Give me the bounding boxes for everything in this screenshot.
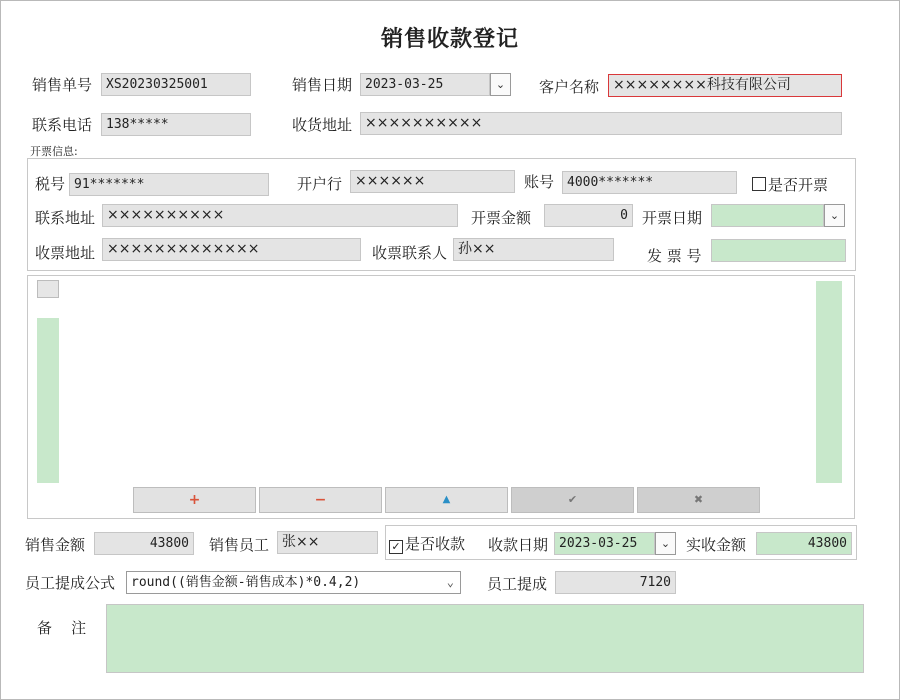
actual-amount-label: 实收金额: [686, 536, 747, 554]
phone-label: 联系电话: [32, 116, 93, 134]
sale-amount-label: 销售金额: [25, 536, 86, 554]
invoice-date-field[interactable]: [711, 204, 824, 227]
sale-date-picker-icon[interactable]: ⌄: [490, 73, 511, 96]
contact-addr-field[interactable]: ××××××××××: [102, 204, 458, 227]
recv-date-label: 收款日期: [488, 536, 549, 554]
received-checkbox[interactable]: [389, 533, 465, 554]
sales-staff-field[interactable]: 张××: [277, 531, 378, 554]
formula-select[interactable]: [126, 571, 461, 594]
invoice-date-label: 开票日期: [642, 209, 703, 227]
detail-grid[interactable]: [27, 275, 855, 519]
page-title: 销售收款登记: [380, 27, 519, 52]
move-up-button[interactable]: [385, 487, 508, 513]
account-field[interactable]: 4000*******: [562, 171, 737, 194]
remark-label: 备 注: [37, 619, 87, 637]
recv-addr-label: 收票地址: [35, 244, 96, 262]
invoice-date-picker-icon[interactable]: ⌄: [824, 204, 845, 227]
sale-amount-field[interactable]: 43800: [94, 532, 194, 555]
check-icon: ✔: [567, 493, 578, 506]
recv-contact-field[interactable]: 孙××: [453, 238, 614, 261]
tax-no-label: 税号: [35, 175, 66, 193]
minus-icon: −: [314, 492, 327, 508]
invoice-section-label: 开票信息:: [30, 145, 78, 158]
plus-icon: +: [188, 492, 201, 508]
grid-select-all-button[interactable]: [37, 280, 59, 298]
account-label: 账号: [524, 173, 555, 191]
bank-label: 开户行: [297, 175, 343, 193]
x-icon: ✖: [693, 493, 704, 506]
add-row-button[interactable]: [133, 487, 256, 513]
sale-date-field[interactable]: 2023-03-25: [360, 73, 490, 96]
commission-label: 员工提成: [487, 575, 548, 593]
cancel-button[interactable]: [637, 487, 760, 513]
invoice-issued-checkbox[interactable]: [752, 174, 828, 195]
chevron-down-icon: ⌄: [446, 575, 454, 589]
order-no-field[interactable]: XS20230325001: [101, 73, 251, 96]
invoice-amount-label: 开票金额: [471, 209, 532, 227]
invoice-no-label: 发 票 号: [647, 247, 702, 265]
recv-addr-field[interactable]: ×××××××××××××: [102, 238, 361, 261]
ship-addr-label: 收货地址: [292, 116, 353, 134]
sale-date-label: 销售日期: [292, 76, 353, 94]
triangle-up-icon: ▲: [442, 494, 451, 505]
tax-no-field[interactable]: 91*******: [69, 173, 269, 196]
checkbox-unchecked-icon: [752, 177, 766, 191]
formula-label: 员工提成公式: [25, 574, 116, 592]
confirm-button[interactable]: [511, 487, 634, 513]
order-no-label: 销售单号: [32, 76, 93, 94]
grid-right-column: [816, 281, 842, 483]
customer-field[interactable]: ××××××××科技有限公司: [608, 74, 842, 97]
received-label: 是否收款: [405, 535, 466, 553]
recv-contact-label: 收票联系人: [372, 244, 448, 262]
phone-field[interactable]: 138*****: [101, 113, 251, 136]
grid-left-column: [37, 318, 59, 483]
formula-value: round((销售金额-销售成本)*0.4,2): [131, 575, 361, 590]
remark-textarea[interactable]: [106, 604, 864, 673]
sales-staff-label: 销售员工: [209, 536, 270, 554]
recv-date-picker-icon[interactable]: ⌄: [655, 532, 676, 555]
invoice-no-field[interactable]: [711, 239, 846, 262]
invoice-amount-field[interactable]: 0: [544, 204, 633, 227]
remove-row-button[interactable]: [259, 487, 382, 513]
recv-date-field[interactable]: 2023-03-25: [554, 532, 655, 555]
bank-field[interactable]: ××××××: [350, 170, 515, 193]
contact-addr-label: 联系地址: [35, 209, 96, 227]
customer-label: 客户名称: [539, 78, 600, 96]
checkbox-checked-icon: ✓: [389, 540, 403, 554]
actual-amount-field[interactable]: 43800: [756, 532, 852, 555]
commission-field[interactable]: 7120: [555, 571, 676, 594]
invoice-issued-label: 是否开票: [768, 176, 829, 194]
ship-addr-field[interactable]: ××××××××××: [360, 112, 842, 135]
